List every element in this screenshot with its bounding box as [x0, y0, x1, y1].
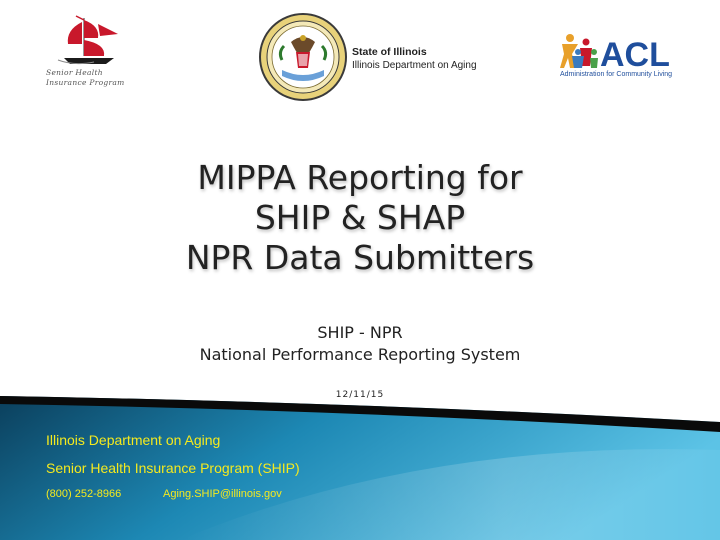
people-icon — [560, 34, 598, 68]
footer-program: Senior Health Insurance Program (SHIP) — [46, 460, 300, 476]
slide-date: 12/11/15 — [335, 390, 385, 400]
subtitle-line-2: National Performance Reporting System — [199, 345, 521, 364]
title-line-1: MIPPA Reporting for — [197, 158, 523, 197]
ship-logo — [44, 14, 154, 92]
title-line-3: NPR Data Submitters — [185, 238, 535, 277]
ship-logo-line1: Senior Health — [46, 68, 103, 77]
state-subtitle: Illinois Department on Aging — [352, 60, 477, 71]
slide-title — [0, 158, 720, 278]
footer-email-link[interactable]: Aging.SHIP@illinois.gov — [163, 488, 282, 500]
illinois-seal-icon — [258, 12, 348, 102]
title-line-2: SHIP & SHAP — [254, 198, 466, 237]
sailboat-icon — [54, 14, 134, 68]
acl-wordmark: ACL — [600, 36, 670, 74]
acl-tagline: Administration for Community Living — [560, 71, 673, 78]
state-of-illinois-label — [352, 45, 477, 73]
ship-logo-line2: Insurance Program — [46, 78, 125, 87]
state-title: State of Illinois — [352, 46, 427, 58]
subtitle-line-1: SHIP - NPR — [317, 323, 403, 342]
footer-phone: (800) 252-8966 — [46, 488, 122, 500]
footer-organization: Illinois Department on Aging — [46, 432, 221, 448]
slide-subtitle — [0, 322, 720, 366]
